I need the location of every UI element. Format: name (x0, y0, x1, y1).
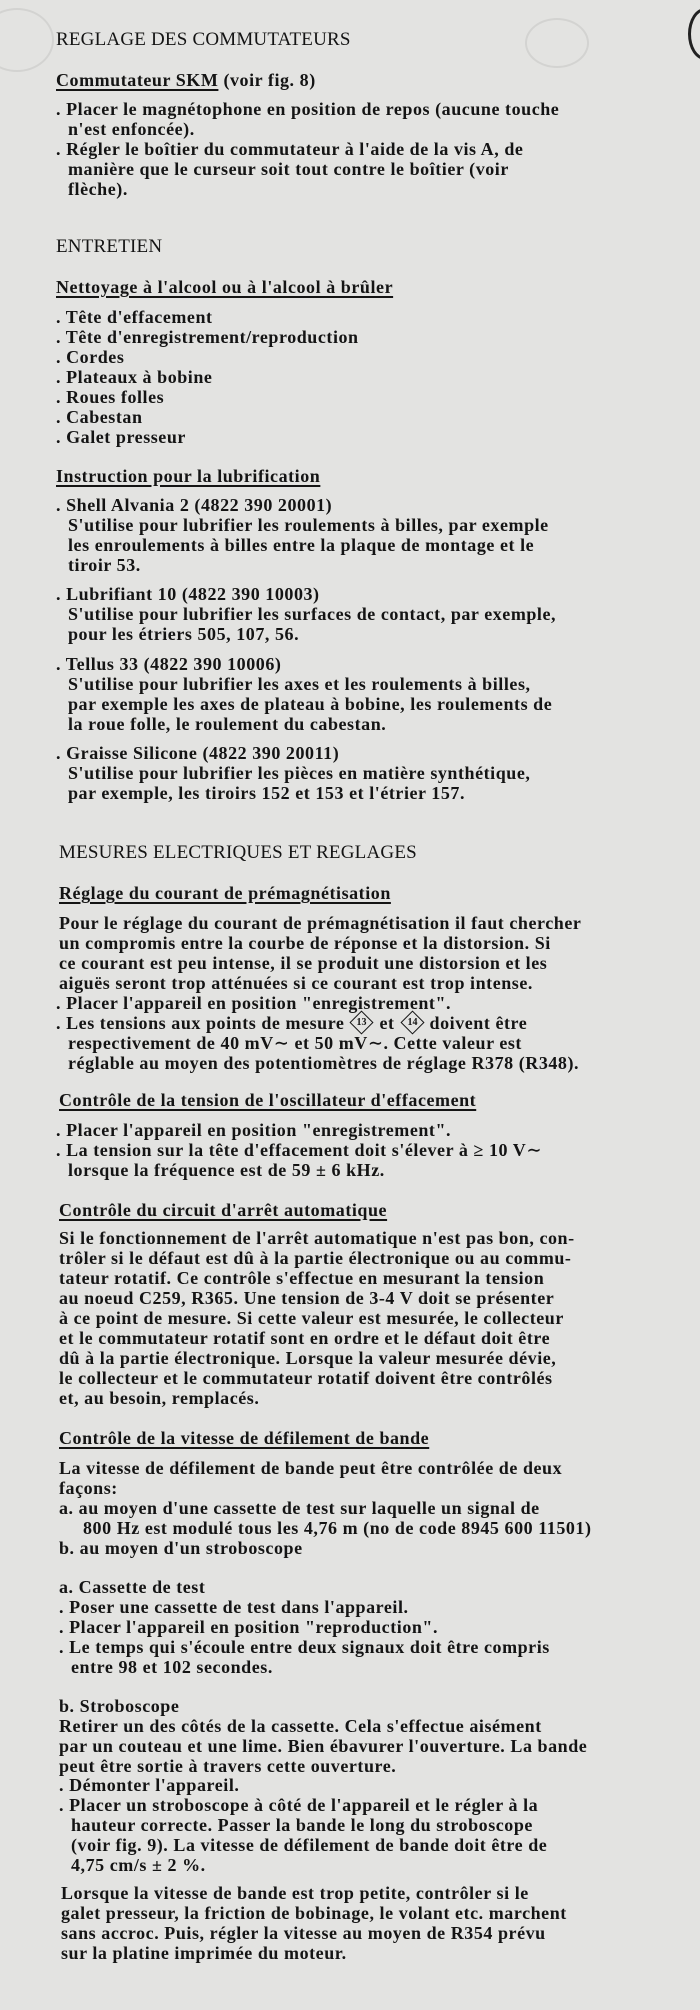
text-line: . Cabestan (56, 407, 143, 427)
oscillator-steps (56, 1120, 542, 1180)
text-line: S'utilise pour lubrifier les roulements à billes, par exemple (68, 515, 549, 535)
subheading-speed (59, 1427, 429, 1449)
text-line: entre 98 et 102 secondes. (71, 1657, 273, 1677)
section-title-commutateurs: REGLAGE DES COMMUTATEURS (56, 29, 351, 50)
cleaning-list (56, 307, 359, 447)
text-line: 800 Hz est modulé tous les 4,76 m (no de code 8945 600 11501) (83, 1518, 592, 1538)
text-line: façons: (59, 1478, 118, 1498)
text-line: . Placer un stroboscope à côté de l'appareil et le régler à la (59, 1795, 539, 1815)
autostop-paragraph (59, 1228, 575, 1408)
text-line: un compromis entre la courbe de réponse et la distorsion. Si (59, 933, 551, 953)
text-line: . Tête d'enregistrement/reproduction (56, 327, 359, 347)
text-fragment: . Les tensions aux points de mesure (56, 1013, 345, 1033)
text-line: (voir fig. 9). La vitesse de défilement de bande doit être de (71, 1835, 548, 1855)
lubricant-item (56, 584, 556, 644)
text-line: respectivement de 40 mV∼ et 50 mV∼. Cette valeur est (68, 1033, 522, 1053)
text-line: par exemple, les tiroirs 152 et 153 et l'étrier 157. (68, 783, 465, 803)
subheading-autostop (59, 1199, 387, 1221)
text-line: . Plateaux à bobine (56, 367, 213, 387)
text-line: . Lubrifiant 10 (4822 390 10003) (56, 584, 320, 604)
text-line: . Graisse Silicone (4822 390 20011) (56, 743, 340, 763)
text-line: a. au moyen d'une cassette de test sur laquelle un signal de (59, 1498, 540, 1518)
text-line: galet presseur, la friction de bobinage, le volant etc. marchent (61, 1903, 567, 1923)
text-line: à ce point de mesure. Si cette valeur est mesurée, le collecteur (59, 1308, 564, 1328)
subheading-autostop-label: Contrôle du circuit d'arrêt automatique (59, 1200, 388, 1220)
text-line: . Placer l'appareil en position "reproduction". (59, 1617, 439, 1637)
text-line: . Roues folles (56, 387, 165, 407)
text-line: Si le fonctionnement de l'arrêt automatique n'est pas bon, con- (59, 1228, 575, 1248)
lubricant-item (56, 654, 552, 734)
section-title-mesures: MESURES ELECTRIQUES ET REGLAGES (59, 842, 417, 863)
text-line: réglable au moyen des potentiomètres de réglage R378 (R348). (68, 1053, 580, 1073)
text-line: . Placer l'appareil en position "enregistrement". (56, 993, 452, 1013)
text-fragment: et (379, 1013, 395, 1033)
subheading-oscillator (59, 1089, 476, 1111)
bleed-through-circle (0, 8, 54, 72)
subheading-cleaning (56, 276, 393, 298)
subheading-speed-label: Contrôle de la vitesse de défilement de bande (59, 1428, 430, 1448)
text-line: . Tête d'effacement (56, 307, 213, 327)
premag-paragraph (59, 913, 581, 993)
subheading-lubrication (56, 465, 320, 487)
subheading-premag (59, 882, 391, 904)
text-line: les enroulements à billes entre la plaque de montage et le (68, 535, 535, 555)
text-line: hauteur correcte. Passer la bande le long du stroboscope (71, 1815, 533, 1835)
text-line: . Régler le boîtier du commutateur à l'aide de la vis A, de (56, 139, 524, 159)
text-line: la roue folle, le roulement du cabestan. (68, 714, 387, 734)
lubricant-item (56, 743, 530, 803)
speed-closing-paragraph (61, 1883, 567, 1963)
speed-methods (59, 1498, 592, 1558)
bleed-through-circle (525, 18, 589, 68)
lubricant-item (56, 495, 549, 575)
text-line: lorsque la fréquence est de 59 ± 6 kHz. (68, 1160, 385, 1180)
stroboscope-steps (59, 1775, 547, 1875)
text-line: au noeud C259, R365. Une tension de 3-4 V doit se présenter (59, 1288, 555, 1308)
text-line: pour les étriers 505, 107, 56. (68, 624, 300, 644)
stroboscope-intro (59, 1696, 587, 1776)
cassette-test-steps (59, 1577, 550, 1677)
text-line: manière que le curseur soit tout contre le boîtier (voir (68, 159, 509, 179)
text-line: peut être sortie à travers cette ouverture. (59, 1756, 397, 1776)
text-line: par exemple les axes de plateau à bobine, les roulements de (68, 694, 553, 714)
text-line: . Poser une cassette de test dans l'appareil. (59, 1597, 409, 1617)
subheading-skm (56, 69, 316, 91)
text-line: . Le temps qui s'écoule entre deux signaux doit être compris (59, 1637, 550, 1657)
subheading-premag-label: Réglage du courant de prémagnétisation (59, 883, 391, 903)
text-line: et le commutateur rotatif sont en ordre et le défaut doit être (59, 1328, 551, 1348)
text-line: Pour le réglage du courant de prémagnétisation il faut chercher (59, 913, 582, 933)
text-line: S'utilise pour lubrifier les pièces en matière synthétique, (68, 763, 531, 783)
text-line: . Cordes (56, 347, 125, 367)
subheading-lubrication-label: Instruction pour la lubrification (56, 466, 321, 486)
text-line: La vitesse de défilement de bande peut être contrôlée de deux (59, 1458, 563, 1478)
measure-point-marker-icon (400, 1011, 424, 1035)
text-line: S'utilise pour lubrifier les axes et les roulements à billes, (68, 674, 531, 694)
text-line: 4,75 cm/s ± 2 %. (71, 1855, 206, 1875)
text-line: Lorsque la vitesse de bande est trop petite, contrôler si le (61, 1883, 529, 1903)
text-line: . La tension sur la tête d'effacement doit s'élever à ≥ 10 V∼ (56, 1140, 542, 1160)
figure-reference: (voir fig. 8) (218, 70, 316, 90)
text-line: sans accroc. Puis, régler la vitesse au moyen de R354 prévu (61, 1923, 546, 1943)
text-line: . Shell Alvania 2 (4822 390 20001) (56, 495, 333, 515)
premag-steps (56, 993, 579, 1073)
text-line: par un couteau et une lime. Bien ébavurer l'ouverture. La bande (59, 1736, 588, 1756)
text-line: tiroir 53. (68, 555, 141, 575)
text-line: a. Cassette de test (59, 1577, 206, 1597)
measure-point-line (56, 1013, 579, 1033)
page-edge-mark (688, 8, 700, 60)
measure-point-marker-icon (350, 1011, 374, 1035)
subheading-cleaning-label: Nettoyage à l'alcool ou à l'alcool à brûler (56, 277, 394, 297)
speed-intro (59, 1458, 562, 1498)
measure-point-number: 13 (356, 1017, 367, 1029)
text-line: aiguës seront trop atténuées si ce courant est trop intense. (59, 973, 533, 993)
text-line: b. Stroboscope (59, 1696, 180, 1716)
text-line: b. au moyen d'un stroboscope (59, 1538, 303, 1558)
text-line: . Placer l'appareil en position "enregistrement". (56, 1120, 452, 1140)
text-line: trôler si le défaut est dû à la partie électronique ou au commu- (59, 1248, 572, 1268)
text-line: . Tellus 33 (4822 390 10006) (56, 654, 282, 674)
subheading-oscillator-label: Contrôle de la tension de l'oscillateur d'effacement (59, 1090, 477, 1110)
subheading-skm-label: Commutateur SKM (56, 70, 219, 90)
measure-point-number: 14 (407, 1017, 418, 1029)
text-line: . Galet presseur (56, 427, 186, 447)
text-line: et, au besoin, remplacés. (59, 1388, 260, 1408)
text-line: dû à la partie électronique. Lorsque la valeur mesurée dévie, (59, 1348, 557, 1368)
text-line: sur la platine imprimée du moteur. (61, 1943, 347, 1963)
text-line: flèche). (68, 179, 128, 199)
text-fragment: doivent être (429, 1013, 528, 1033)
text-line: Retirer un des côtés de la cassette. Cela s'effectue aisément (59, 1716, 542, 1736)
text-line: tateur rotatif. Ce contrôle s'effectue en mesurant la tension (59, 1268, 545, 1288)
text-line: le collecteur et le commutateur rotatif doivent être contrôlés (59, 1368, 553, 1388)
text-line: ce courant est peu intense, il se produit une distorsion et les (59, 953, 548, 973)
text-line: . Placer le magnétophone en position de repos (aucune touche (56, 99, 560, 119)
premag-continuation (56, 1033, 579, 1073)
text-line: S'utilise pour lubrifier les surfaces de contact, par exemple, (68, 604, 557, 624)
skm-instructions (56, 99, 559, 199)
section-title-entretien: ENTRETIEN (56, 236, 163, 257)
text-line: n'est enfoncée). (68, 119, 195, 139)
text-line: . Démonter l'appareil. (59, 1775, 240, 1795)
